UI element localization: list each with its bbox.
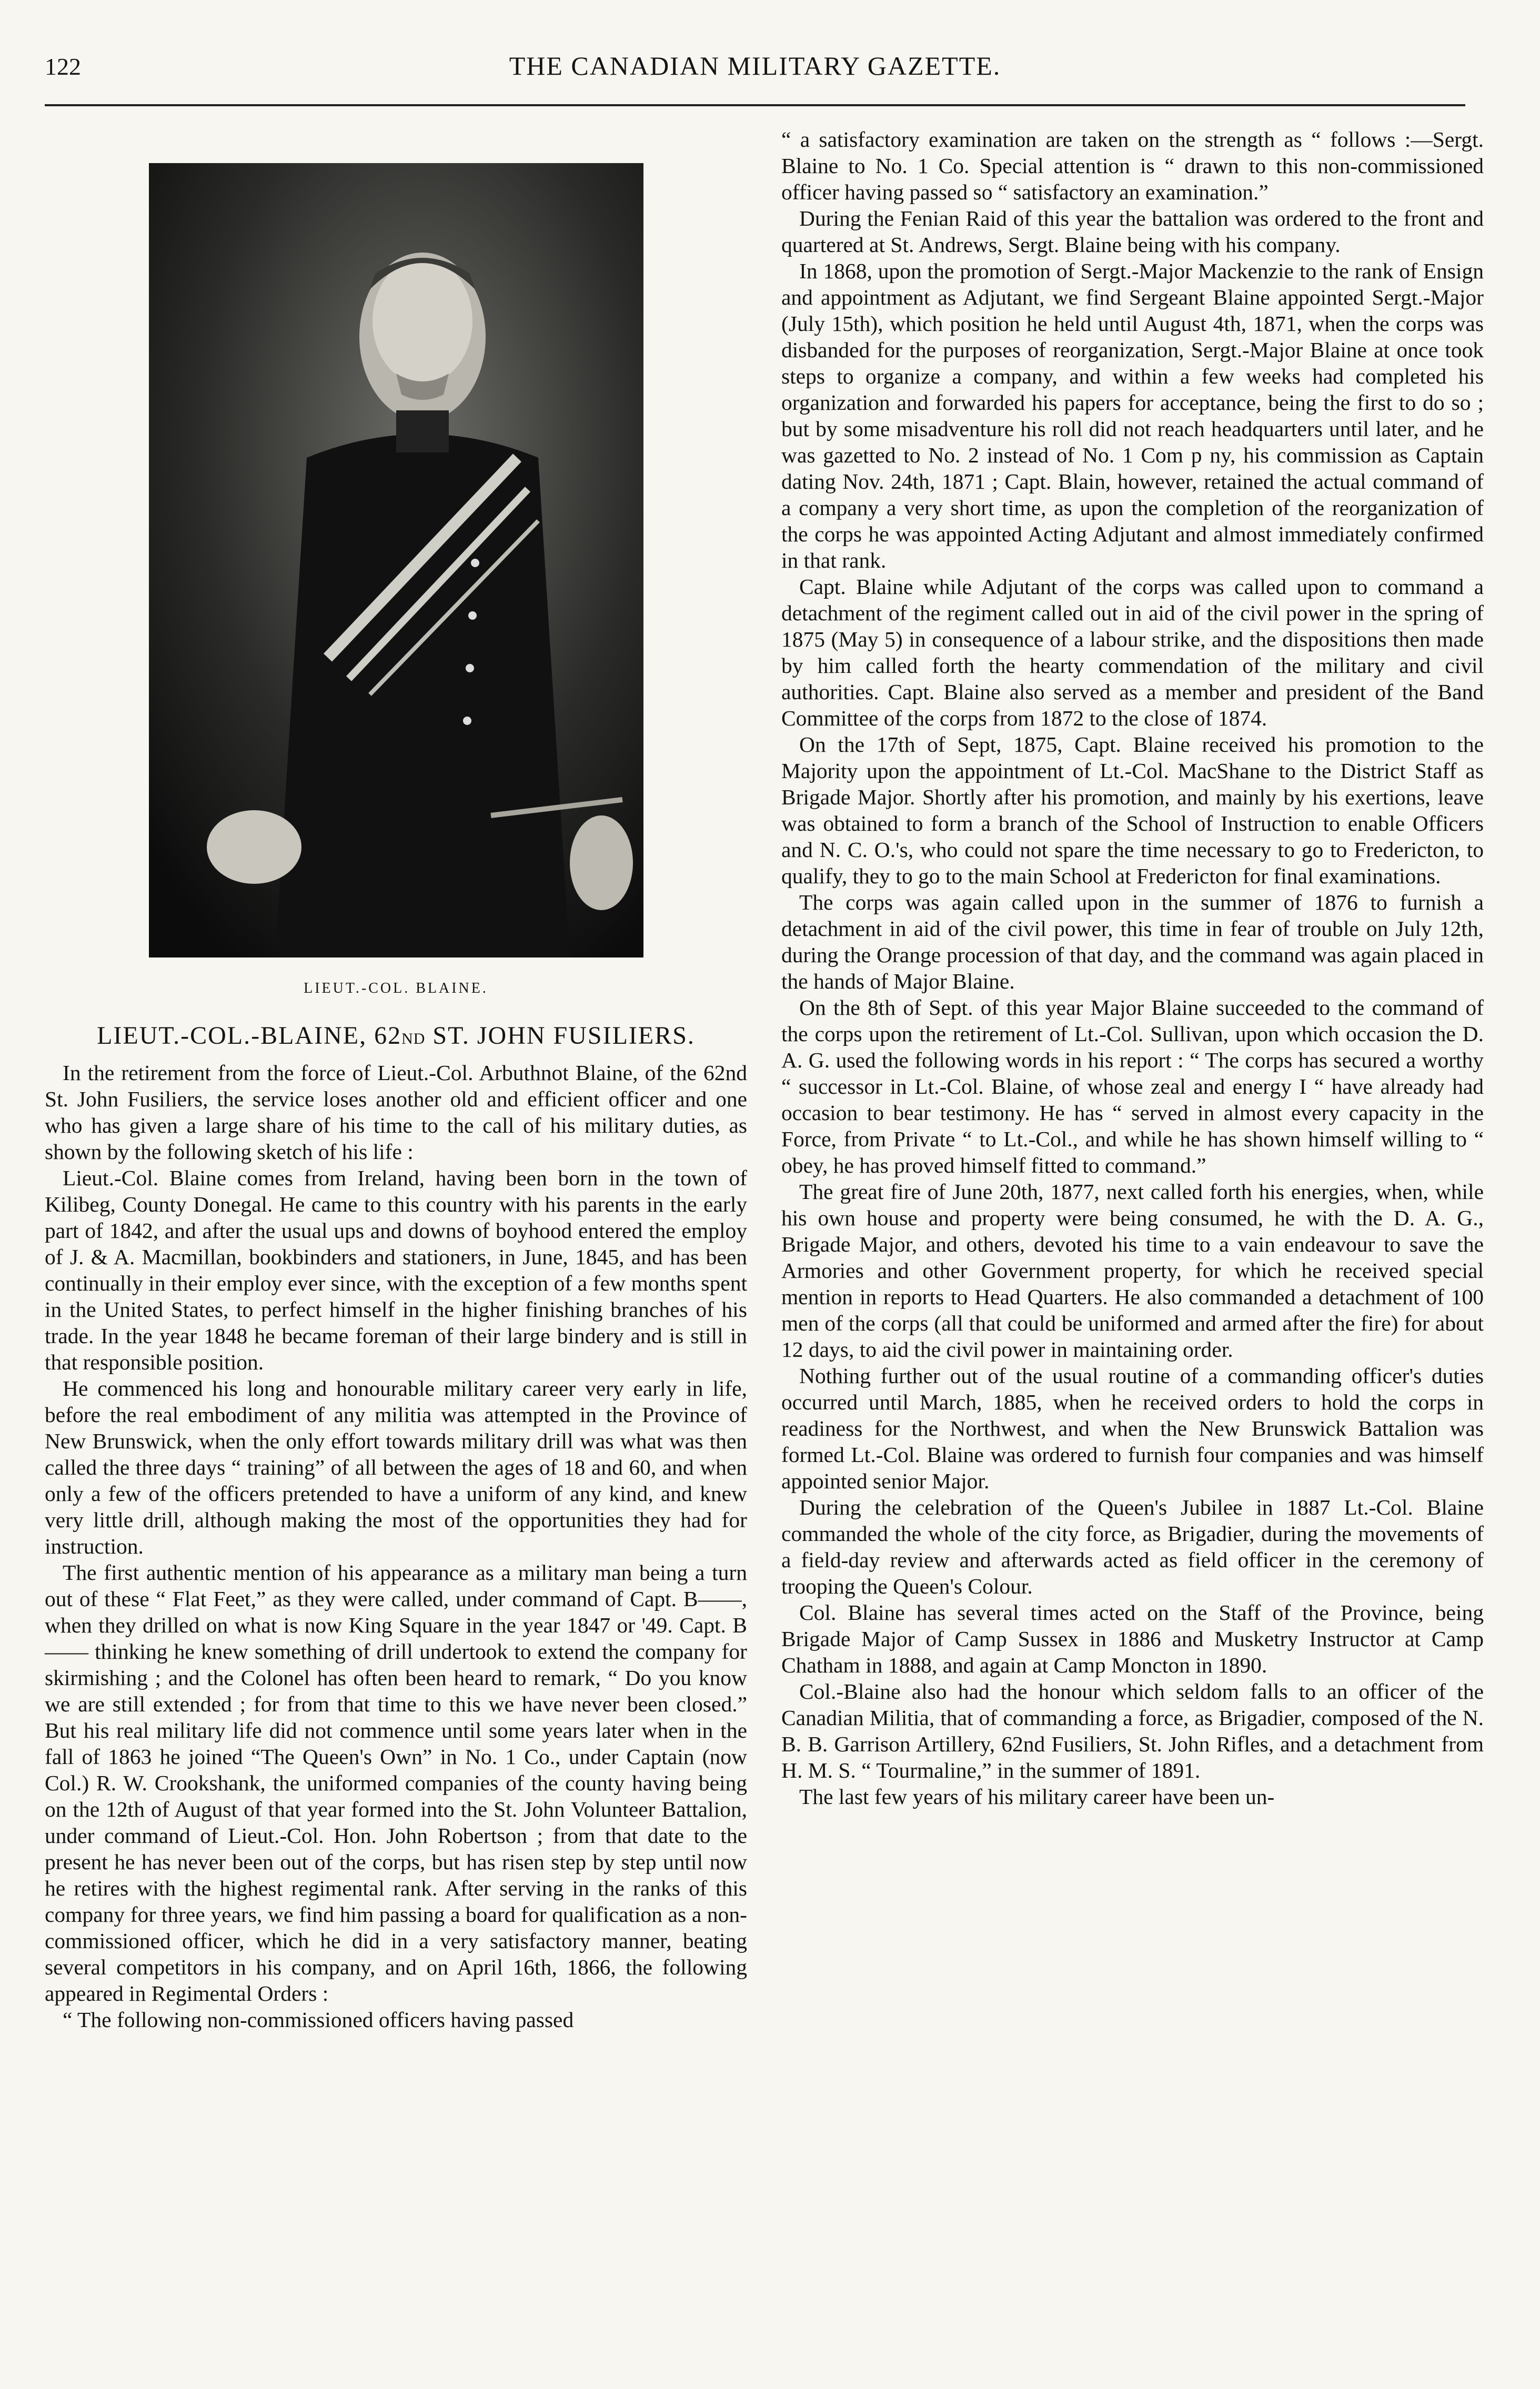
right-column [781,126,1484,1810]
headline-main: LIEUT.-COL.-BLAINE, 62 [97,1022,402,1050]
page-number: 122 [45,53,81,80]
left-column [45,126,747,2033]
portrait-photo [149,163,643,957]
header-rule [45,104,1465,106]
body-paragraph: During the Fenian Raid of this year the battalion was ordered to the front and quartered at St. Andrews, Sergt. Blaine being with his company. [781,206,1484,257]
body-paragraph: The great fire of June 20th, 1877, next called forth his energies, when, while his own house and property were being consumed, he with the D. A. G., Brigade Major, and others, devoted his time to a vain endeavour to save the Armories and other Government property, for which he received special mention in reports to Head Quarters. He also commanded a detachment of 100 men of the corps (all that could be uniformed and armed after the fire) for about 12 days, to aid the civil power in maintaining order. [781,1180,1484,1362]
headline-ordinal: ND [401,1030,426,1047]
body-paragraph: “ The following non-commissioned officers having passed [63,2008,574,2032]
body-paragraph: Col.-Blaine also had the honour which seldom falls to an officer of the Canadian Militia, that of commanding a force, as Brigadier, composed of the N. B. B. Garrison Artillery, 62nd Fusiliers, St. John Rifles, and a detachment from H. M. S. “ Tourmaline,” in the summer of 1891. [781,1679,1484,1782]
article-headline [45,1023,747,1052]
body-paragraph: Lieut.-Col. Blaine comes from Ireland, having been born in the town of Kilibeg, County Donegal. He came to this country with his parents in the early part of 1842, and after the usual ups and downs of boyhood entered the employ of J. & A. Macmillan, bookbinders and stationers, in June, 1845, and has been continually in their employ ever since, with the exception of a few months spent in the United States, to perfect himself in the higher finishing branches of his trade. In the year 1848 he became foreman of their large bindery and is still in that responsible position. [45,1166,747,1374]
body-paragraph: He commenced his long and honourable military career very early in life, before the real embodiment of any militia was attempted in the Province of New Brunswick, when the only effort towards military drill was what was then called the three days “ training” of all between the ages of 18 and 60, and when only a few of the officers pretended to have a uniform of any kind, and knew very little drill, although making the most of the opportunities they had for instruction. [45,1376,747,1558]
portrait-caption: LIEUT.-COL. BLAINE. [304,980,488,996]
body-paragraph: The last few years of his military career have been un- [799,1785,1275,1809]
headline-regiment: ST. JOHN FUSILIERS. [425,1022,695,1050]
body-paragraph: In the retirement from the force of Lieut.-Col. Arbuthnot Blaine, of the 62nd St. John Fusiliers, the service loses another old and efficient officer and one who has given a large share of his time to the call of his military duties, as shown by the following sketch of his life : [45,1061,747,1164]
body-paragraph: The first authentic mention of his appearance as a military man being a turn out of these “ Flat Feet,” as they were called, under command of Capt. B——, when they drilled on what is now King Square in the year 1847 or '49. Capt. B—— thinking he knew something of drill undertook to extend the company for skirmishing ; and the Colonel has often been heard to remark, “ Do you know we are still extended ; for from that time to this we have never been closed.” But his real military life did not commence until some years later when in the fall of 1863 he joined “The Queen's Own” in No. 1 Co., under Captain (now Col.) R. W. Crookshank, the uniformed companies of the county having being on the 12th of August of that year formed into the St. John Volunteer Battalion, under command of Lieut.-Col. Hon. John Robertson ; from that date to the present he has never been out of the corps, but has risen step by step until now he retires with the highest regimental rank. After serving in the ranks of this company for three years, we find him passing a board for qualification as a non-commissioned officer, which he did in a very satisfactory manner, beating several competitors in his company, and on April 16th, 1866, the following appeared in Regimental Orders : [45,1560,747,2005]
portrait-figure [149,163,643,957]
body-paragraph: On the 17th of Sept, 1875, Capt. Blaine received his promotion to the Majority upon the appointment of Lt.-Col. MacShane to the District Staff as Brigade Major. Shortly after his promotion, and mainly by his exertions, leave was obtained to form a branch of the School of Instruction to enable Officers and N. C. O.'s, who could not spare the time necessary to go to Fredericton, to qualify, they to go to the main School at Fredericton for final examinations. [781,732,1484,888]
body-paragraph: Col. Blaine has several times acted on the Staff of the Province, being Brigade Major of Camp Sussex in 1886 and Musketry Instructor at Camp Chatham in 1888, and again at Camp Moncton in 1890. [781,1600,1484,1677]
body-paragraph: On the 8th of Sept. of this year Major Blaine succeeded to the command of the corps upon the retirement of Lt.-Col. Sullivan, upon which occasion the D. A. G. used the following words in his report : “ The corps has secured a worthy “ successor in Lt.-Col. Blaine, of whose zeal and energy I “ have already had occasion to bear testimony. He has “ served in almost every capacity in the Force, from Private “ to Lt.-Col., and while he has shown himself willing to “ obey, he has proved himself fitted to command.” [781,995,1484,1177]
page-header [45,51,1465,93]
body-paragraph: In 1868, upon the promotion of Sergt.-Major Mackenzie to the rank of Ensign and appointment as Adjutant, we find Sergeant Blaine appointed Sergt.-Major (July 15th), which position he held until August 4th, 1871, when the corps was disbanded for the purposes of reorganization, Sergt.-Major Blaine at once took steps to organize a company, and within a few weeks had completed his organization and forwarded his papers for acceptance, being the first to do so ; but by some misadventure his roll did not reach headquarters until later, and he was gazetted to No. 2 instead of No. 1 Com p ny, his commission as Captain dating Nov. 24th, 1871 ; Capt. Blain, however, retained the actual command of a company a very short time, as upon the completion of the reorganization of the corps he was appointed Acting Adjutant and almost immediately confirmed in that rank. [781,259,1484,572]
running-title: THE CANADIAN MILITARY GAZETTE. [509,51,1001,80]
body-paragraph: The corps was again called upon in the summer of 1876 to furnish a detachment in aid of the civil power, this time in fear of trouble on July 12th, during the Orange procession of that day, and the command was again placed in the hands of Major Blaine. [781,890,1484,993]
body-paragraph: Nothing further out of the usual routine of a commanding officer's duties occurred until March, 1885, when he received orders to hold the corps in readiness for the Northwest, and when the New Brunswick Battalion was formed Lt.-Col. Blaine was ordered to furnish four companies and was himself appointed senior Major. [781,1364,1484,1493]
body-paragraph: During the celebration of the Queen's Jubilee in 1887 Lt.-Col. Blaine commanded the whole of the city force, as Brigadier, during the movements of a field-day review and afterwards acted as field officer in the ceremony of trooping the Queen's Colour. [781,1495,1484,1598]
body-paragraph: “ a satisfactory examination are taken on the strength as “ follows :—Sergt. Blaine to No. 1 Co. Special attention is “ drawn to this non-commissioned officer having passed so “ satisfactory an examination.” [781,127,1484,204]
body-paragraph: Capt. Blaine while Adjutant of the corps was called upon to command a detachment of the regiment called out in aid of the civil power in the spring of 1875 (May 5) in consequence of a labour strike, and the dispositions then made by him called forth the hearty commendation of the military and civil authorities. Capt. Blaine also served as a member and president of the Band Committee of the corps from 1872 to the close of 1874. [781,574,1484,730]
